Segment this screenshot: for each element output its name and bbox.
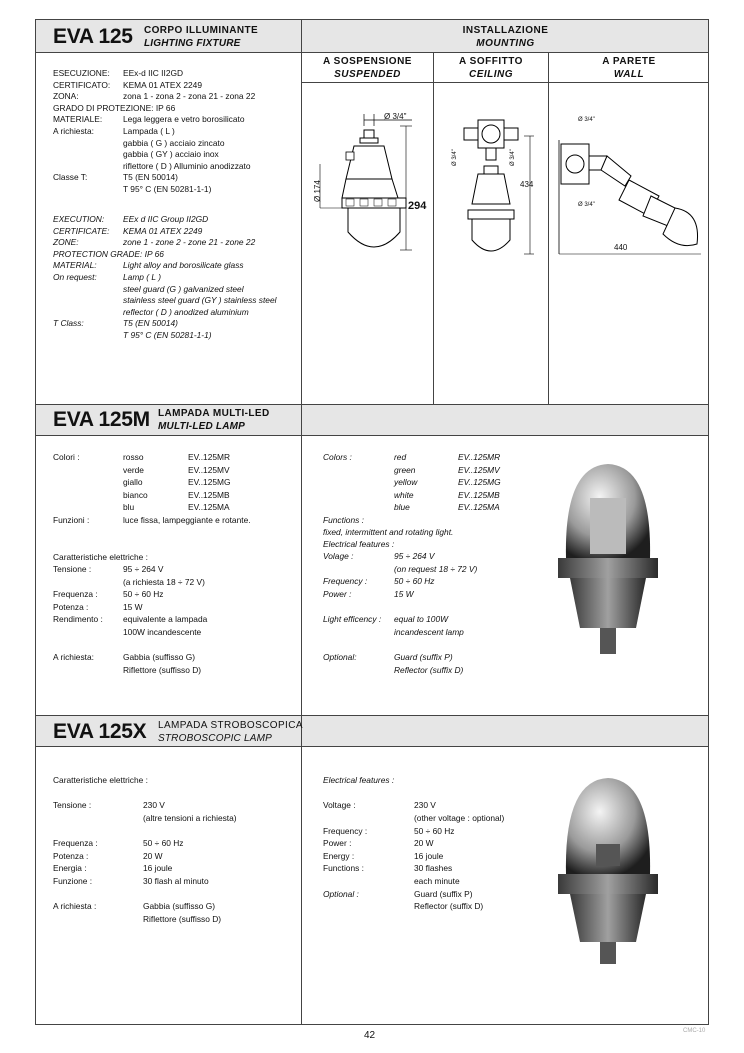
color-name: green — [394, 464, 416, 475]
spec-label: Rendimento : — [53, 614, 103, 624]
color-code: EV..125MR — [188, 452, 231, 462]
spec-value: steel guard (G ) galvanized steel — [123, 283, 244, 294]
strobe-lamp-photo — [548, 770, 668, 970]
spec-value: equal to 100W — [394, 614, 449, 624]
functions-value: luce fissa, lampeggiante e rotante. — [123, 515, 251, 525]
mount-col-ceiling-en: CEILING — [468, 69, 514, 80]
spec-value: zona 1 - zona 2 - zona 21 - zona 22 — [123, 91, 256, 102]
spec-value: 20 W — [143, 851, 163, 861]
mount-col-wall-en: WALL — [613, 69, 645, 80]
spec-label: CERTIFICATO: — [53, 79, 111, 90]
spec-value: Reflector (suffix D) — [394, 664, 464, 675]
spec-value: 230 V — [143, 800, 165, 810]
spec-label: Funzione : — [53, 876, 93, 886]
model-eva125x: EVA 125X — [53, 720, 147, 743]
spec-label: CERTIFICATE: — [53, 225, 110, 236]
dim-height-434: 434 — [520, 180, 534, 189]
spec-label: Power : — [323, 838, 352, 848]
spec-value: Lega leggera e vetro borosilicato — [123, 114, 245, 125]
spec-label: Voltage : — [323, 800, 356, 810]
spec-label: MATERIALE: — [53, 114, 103, 125]
spec-label: A richiesta : — [53, 901, 97, 911]
spec-value: (on request 18 ÷ 72 V) — [394, 563, 478, 574]
spec-value: 16 joule — [414, 851, 444, 861]
model-eva125m-en: MULTI-LED LAMP — [158, 421, 246, 432]
spec-label: Energy : — [323, 851, 355, 861]
spec-value: Lamp ( L ) — [123, 272, 162, 282]
functions-value: fixed, intermittent and rotating light. — [323, 527, 454, 537]
spec-label: Light efficency : — [323, 614, 382, 624]
dim-height-294: 294 — [408, 200, 427, 212]
mount-col-ceiling: A SOFFITTO — [459, 56, 523, 67]
spec-value: 15 W — [394, 588, 414, 599]
functions-label: Functions : — [323, 515, 364, 525]
spec-label: Energia : — [53, 863, 87, 873]
electrical-title: Electrical features : — [323, 539, 395, 549]
spec-value: 230 V — [414, 800, 436, 810]
color-name: verde — [123, 464, 144, 475]
spec-value: 50 ÷ 60 Hz — [123, 589, 164, 599]
spec-value: riflettore ( D ) Alluminio anodizzato — [123, 160, 251, 171]
spec-value: 16 joule — [143, 863, 173, 873]
spec-label: Tensione : — [53, 564, 92, 574]
spec-label: Potenza : — [53, 851, 89, 861]
install-title: INSTALLAZIONE — [462, 25, 549, 36]
spec-label: On request: — [53, 272, 97, 282]
spec-label: Frequenza : — [53, 838, 98, 848]
colors-label: Colors : — [323, 452, 352, 462]
spec-value: reflector ( D ) anodized aluminium — [123, 306, 249, 317]
spec-value: Riflettore (suffisso D) — [143, 914, 222, 924]
spec-value: Guard (suffix P) — [394, 652, 453, 662]
spec-value: 50 ÷ 60 Hz — [394, 576, 435, 586]
model-eva125m: EVA 125M — [53, 408, 150, 431]
electrical-title: Electrical features : — [323, 775, 395, 785]
ceiling-lamp-drawing — [434, 84, 548, 404]
model-eva125-en: LIGHTING FIXTURE — [144, 38, 241, 49]
electrical-title: Caratteristiche elettriche : — [53, 775, 148, 785]
spec-value: 30 flashes — [414, 863, 453, 873]
spec-label: Frequency : — [323, 826, 368, 836]
spec-value: Reflector (suffix D) — [414, 901, 484, 911]
dim-thread-top: Ø 3/4" — [384, 112, 407, 121]
multi-led-lamp-photo — [548, 458, 668, 668]
spec-value: KEMA 01 ATEX 2249 — [123, 79, 202, 90]
spec-value: 50 ÷ 60 Hz — [414, 826, 455, 836]
spec-value: stainless steel guard (GY ) stainless steel — [123, 295, 277, 306]
spec-value: Light alloy and borosilicate glass — [123, 260, 244, 271]
color-code: EV..125MB — [188, 489, 230, 500]
spec-value: gabbia ( GY ) acciaio inox — [123, 149, 219, 160]
spec-value: EEx d IIC Group II2GD — [123, 214, 209, 224]
dim-wall-top: Ø 3/4" — [578, 117, 595, 123]
spec-value: 95 ÷ 264 V — [123, 564, 164, 574]
color-code: EV..125MG — [458, 477, 501, 487]
dim-diameter: Ø 174 — [313, 180, 322, 202]
spec-label: MATERIAL: — [53, 260, 97, 271]
model-eva125x-en: STROBOSCOPIC LAMP — [158, 733, 272, 744]
model-eva125: EVA 125 — [53, 25, 133, 48]
spec-label: EXECUTION: — [53, 214, 105, 224]
suspended-lamp-drawing — [302, 84, 433, 404]
spec-value: T5 (EN 50014) — [123, 318, 178, 329]
spec-value: 20 W — [414, 838, 434, 848]
spec-label: ZONE: — [53, 237, 79, 248]
spec-value: KEMA 01 ATEX 2249 — [123, 225, 203, 236]
spec-value: incandescent lamp — [394, 627, 464, 637]
spec-value: (a richiesta 18 ÷ 72 V) — [123, 576, 205, 587]
page-number: 42 — [364, 1030, 376, 1041]
color-name: blue — [394, 502, 410, 512]
spec-value: 100W incandescente — [123, 626, 202, 637]
install-title-en: MOUNTING — [476, 38, 535, 49]
spec-label: Frequency : — [323, 576, 368, 586]
dim-thread-left: Ø 3/4" — [452, 149, 458, 166]
functions-label: Funzioni : — [53, 515, 90, 525]
spec-label: T Class: — [53, 318, 84, 329]
spec-value: T 95° C (EN 50281-1-1) — [123, 330, 212, 340]
color-code: EV..125MB — [458, 489, 500, 500]
spec-value: Riflettore (suffisso D) — [123, 664, 202, 675]
model-eva125-it: CORPO ILLUMINANTE — [144, 25, 259, 36]
color-code: EV..125MG — [188, 477, 231, 487]
color-code: EV..125MV — [458, 464, 500, 475]
spec-value: 15 W — [123, 601, 143, 612]
spec-label: ESECUZIONE: — [53, 68, 110, 78]
spec-label: ZONA: — [53, 91, 79, 102]
spec-value: T 95° C (EN 50281-1-1) — [123, 184, 212, 194]
mount-col-suspended: A SOSPENSIONE — [323, 56, 412, 67]
color-name: yellow — [394, 477, 418, 487]
colors-label: Colori : — [53, 452, 80, 462]
mount-col-suspended-en: SUSPENDED — [334, 69, 401, 80]
spec-label: Frequenza : — [53, 589, 98, 599]
spec-label: Classe T: — [53, 172, 88, 183]
color-code: EV..125MV — [188, 464, 230, 475]
spec-label: Functions : — [323, 863, 364, 873]
spec-label: GRADO DI PROTEZIONE: IP 66 — [53, 102, 176, 113]
spec-value: equivalente a lampada — [123, 614, 208, 624]
color-name: rosso — [123, 452, 144, 462]
spec-value: Guard (suffix P) — [414, 889, 473, 899]
spec-label: Optional : — [323, 889, 359, 899]
color-name: blu — [123, 502, 135, 512]
spec-value: 30 flash al minuto — [143, 876, 209, 886]
color-name: white — [394, 489, 414, 500]
catalog-code: CMC-10 — [683, 1028, 706, 1034]
spec-value: (other voltage : optional) — [414, 813, 505, 823]
spec-label: Volage : — [323, 551, 354, 561]
color-code: EV..125MA — [188, 502, 230, 512]
spec-label: PROTECTION GRADE: IP 66 — [53, 248, 164, 259]
spec-value: Lampada ( L ) — [123, 126, 175, 136]
spec-value: T5 (EN 50014) — [123, 172, 178, 183]
spec-label: Optional: — [323, 652, 357, 662]
dim-width-440: 440 — [614, 243, 628, 252]
model-eva125m-it: LAMPADA MULTI-LED — [158, 408, 270, 419]
spec-value: (altre tensioni a richiesta) — [143, 813, 237, 823]
spec-value: each minute — [414, 876, 460, 886]
spec-value: EEx-d IIC II2GD — [123, 68, 184, 78]
spec-value: gabbia ( G ) acciaio zincato — [123, 137, 225, 148]
color-name: bianco — [123, 489, 148, 500]
spec-value: Gabbia (suffisso G) — [143, 901, 215, 911]
spec-label: Power : — [323, 588, 352, 599]
spec-label: Potenza : — [53, 601, 89, 612]
spec-value: 95 ÷ 264 V — [394, 551, 435, 561]
color-name: giallo — [123, 477, 143, 487]
spec-value: Gabbia (suffisso G) — [123, 652, 195, 662]
spec-label: A richiesta: — [53, 126, 94, 136]
spec-label: Tensione : — [53, 800, 92, 810]
spec-value: 50 ÷ 60 Hz — [143, 838, 184, 848]
dim-thread-right: Ø 3/4" — [510, 149, 516, 166]
electrical-title: Caratteristiche elettriche : — [53, 552, 148, 562]
color-code: EV..125MR — [458, 452, 501, 462]
color-code: EV..125MA — [458, 502, 500, 512]
spec-value: zone 1 - zone 2 - zone 21 - zone 22 — [123, 237, 256, 248]
dim-wall-bottom: Ø 3/4" — [578, 202, 595, 208]
mount-col-wall: A PARETE — [602, 56, 656, 67]
spec-label: A richiesta: — [53, 652, 94, 662]
wall-lamp-drawing — [549, 84, 709, 404]
model-eva125x-it: LAMPADA STROBOSCOPICA — [158, 720, 303, 731]
color-name: red — [394, 452, 407, 462]
